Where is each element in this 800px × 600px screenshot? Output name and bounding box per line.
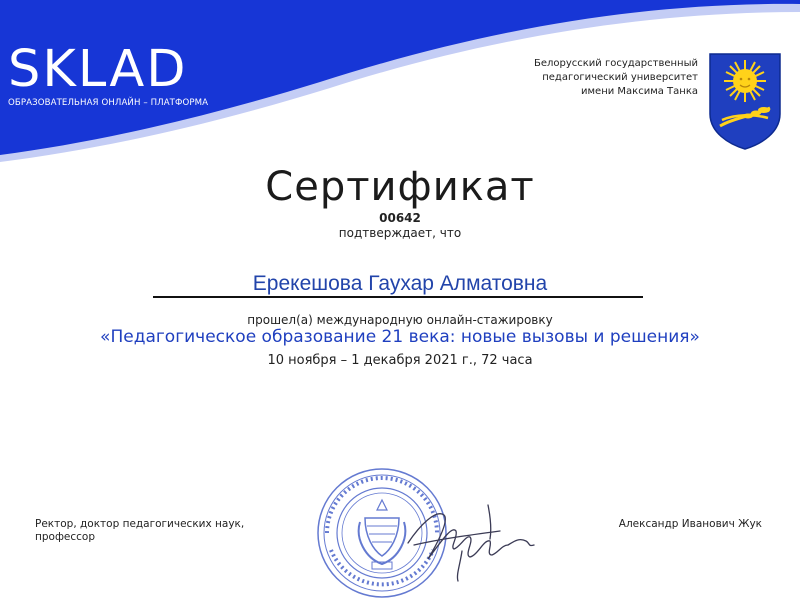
- certificate-title: Сертификат: [265, 164, 535, 210]
- name-underline: [153, 296, 643, 298]
- rector-title: Ректор, доктор педагогических наук, профессор: [35, 518, 245, 543]
- handwritten-signature-icon: [400, 485, 540, 585]
- completion-text: прошел(а) международную онлайн-стажировку: [247, 313, 553, 327]
- course-title: «Педагогическое образование 21 века: новые вызовы и решения»: [100, 327, 700, 347]
- logo-subtitle: ОБРАЗОВАТЕЛЬНАЯ ОНЛАЙН – ПЛАТФОРМА: [8, 98, 209, 108]
- recipient-name: Ерекешова Гаухар Алматовна: [252, 272, 548, 295]
- university-line: Белорусский государственный: [533, 58, 698, 69]
- certificate-number: 00642: [379, 211, 421, 225]
- university-name: [478, 57, 698, 99]
- university-emblem-icon: [706, 52, 784, 150]
- university-line: имени Максима Танка: [581, 86, 698, 97]
- university-line: педагогический университет: [542, 72, 698, 83]
- course-dates: 10 ноября – 1 декабря 2021 г., 72 часа: [267, 353, 533, 368]
- signer-name: Александр Иванович Жук: [618, 518, 762, 530]
- confirms-text: подтверждает, что: [338, 226, 462, 240]
- logo-wordmark: SKLAD: [8, 40, 188, 99]
- sklad-logo: [8, 40, 209, 108]
